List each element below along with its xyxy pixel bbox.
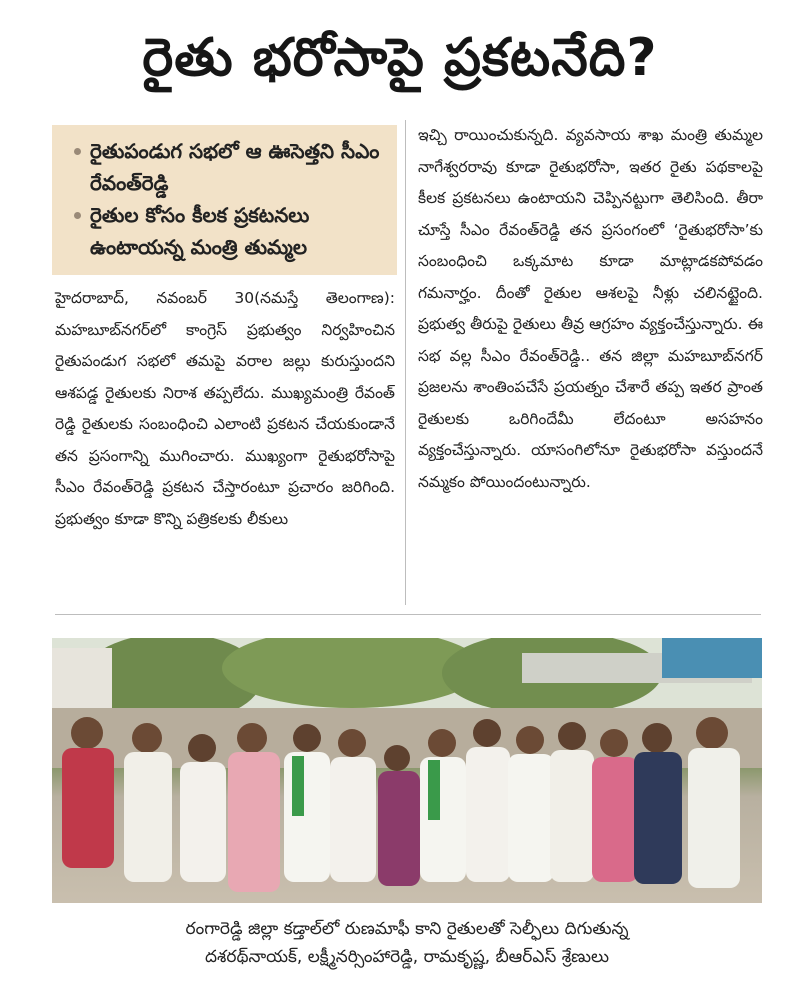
highlight-item bbox=[74, 199, 383, 263]
highlight-box bbox=[52, 125, 397, 275]
crowd-photo-illustration bbox=[52, 638, 762, 903]
highlight-text: రైతుల కోసం కీలక ప్రకటనలు ఉంటాయన్న మంత్రి తుమ్మల bbox=[90, 203, 310, 259]
bullet-icon bbox=[74, 212, 81, 219]
article-body-left-column: హైదరాబాద్, నవంబర్ 30(నమస్తే తెలంగాణ): మహబూబ్‌నగర్‌లో కాంగ్రెస్ ప్రభుత్వం నిర్వహించిన రైతుపండుగ సభలో తమపై వరాల జల్లు కురుస్తుందని ఆశపడ్డ రైతులకు నిరాశ తప్పలేదు. ముఖ్యమంత్రి రేవంత్ రెడ్డి రైతులకు సంబంధించి ఎలాంటి ప్రకటన చేయకుండానే తన ప్రసంగాన్ని ముగించారు. ముఖ్యంగా రైతుభరోసాపై సీఎం రేవంత్‌రెడ్డి ప్రకటన చేస్తారంటూ ప్రచారం జరిగింది. ప్రభుత్వం కూడా కొన్ని పత్రికలకు లీకులు bbox=[55, 289, 395, 528]
bullet-icon bbox=[74, 148, 81, 155]
photo-caption bbox=[52, 915, 762, 971]
highlight-text: రైతుపండుగ సభలో ఆ ఊసెత్తని సీఎం రేవంత్‌రెడ్డి bbox=[90, 139, 380, 195]
highlight-item bbox=[74, 135, 383, 199]
article-body-right-column: ఇచ్చి రాయించుకున్నది. వ్యవసాయ శాఖ మంత్రి తుమ్మల నాగేశ్వరరావు కూడా రైతుభరోసా, ఇతర రైతు పథకాలపై కీలక ప్రకటనలు ఉంటాయని చెప్పినట్టుగా తెలిసింది. తీరా చూస్తే సీఎం రేవంత్‌రెడ్డి తన ప్రసంగంలో ‘రైతుభరోసా’కు సంబంధించి ఒక్కమాట కూడా మాట్లాడకపోవడం గమనార్హం. దీంతో రైతుల ఆశలపై నీళ్లు చలినట్టైంది. ప్రభుత్వ తీరుపై రైతులు తీవ్ర ఆగ్రహం వ్యక్తంచేస్తున్నారు. ఈ సభ వల్ల సీఎం రేవంత్‌రెడ్డి.. తన జిల్లా మహబూబ్‌నగర్ ప్రజలను శాంతింపచేసే ప్రయత్నం చేశారే తప్ప ఇతర ప్రాంత రైతులకు ఒరిగిందేమీ లేదంటూ అసహనం వ్యక్తంచేస్తున్నారు. యాసంగిలోనూ రైతుభరోసా వస్తుందనే నమ్మకం పోయిందంటున్నారు. bbox=[418, 126, 763, 491]
headline: రైతు భరోసాపై ప్రకటనేది? bbox=[142, 28, 658, 88]
news-photo bbox=[52, 638, 762, 903]
caption-line: రంగారెడ్డి జిల్లా కడ్తాల్‌లో రుణమాఫీ కాని రైతులతో సెల్ఫీలు దిగుతున్న bbox=[185, 919, 629, 939]
caption-line: దశరథ్‌నాయక్, లక్ష్మీనర్సింహారెడ్డి, రామకృష్ణ, బీఆర్‌ఎస్ శ్రేణులు bbox=[205, 947, 609, 967]
column-divider bbox=[405, 120, 406, 605]
section-divider bbox=[55, 614, 761, 615]
